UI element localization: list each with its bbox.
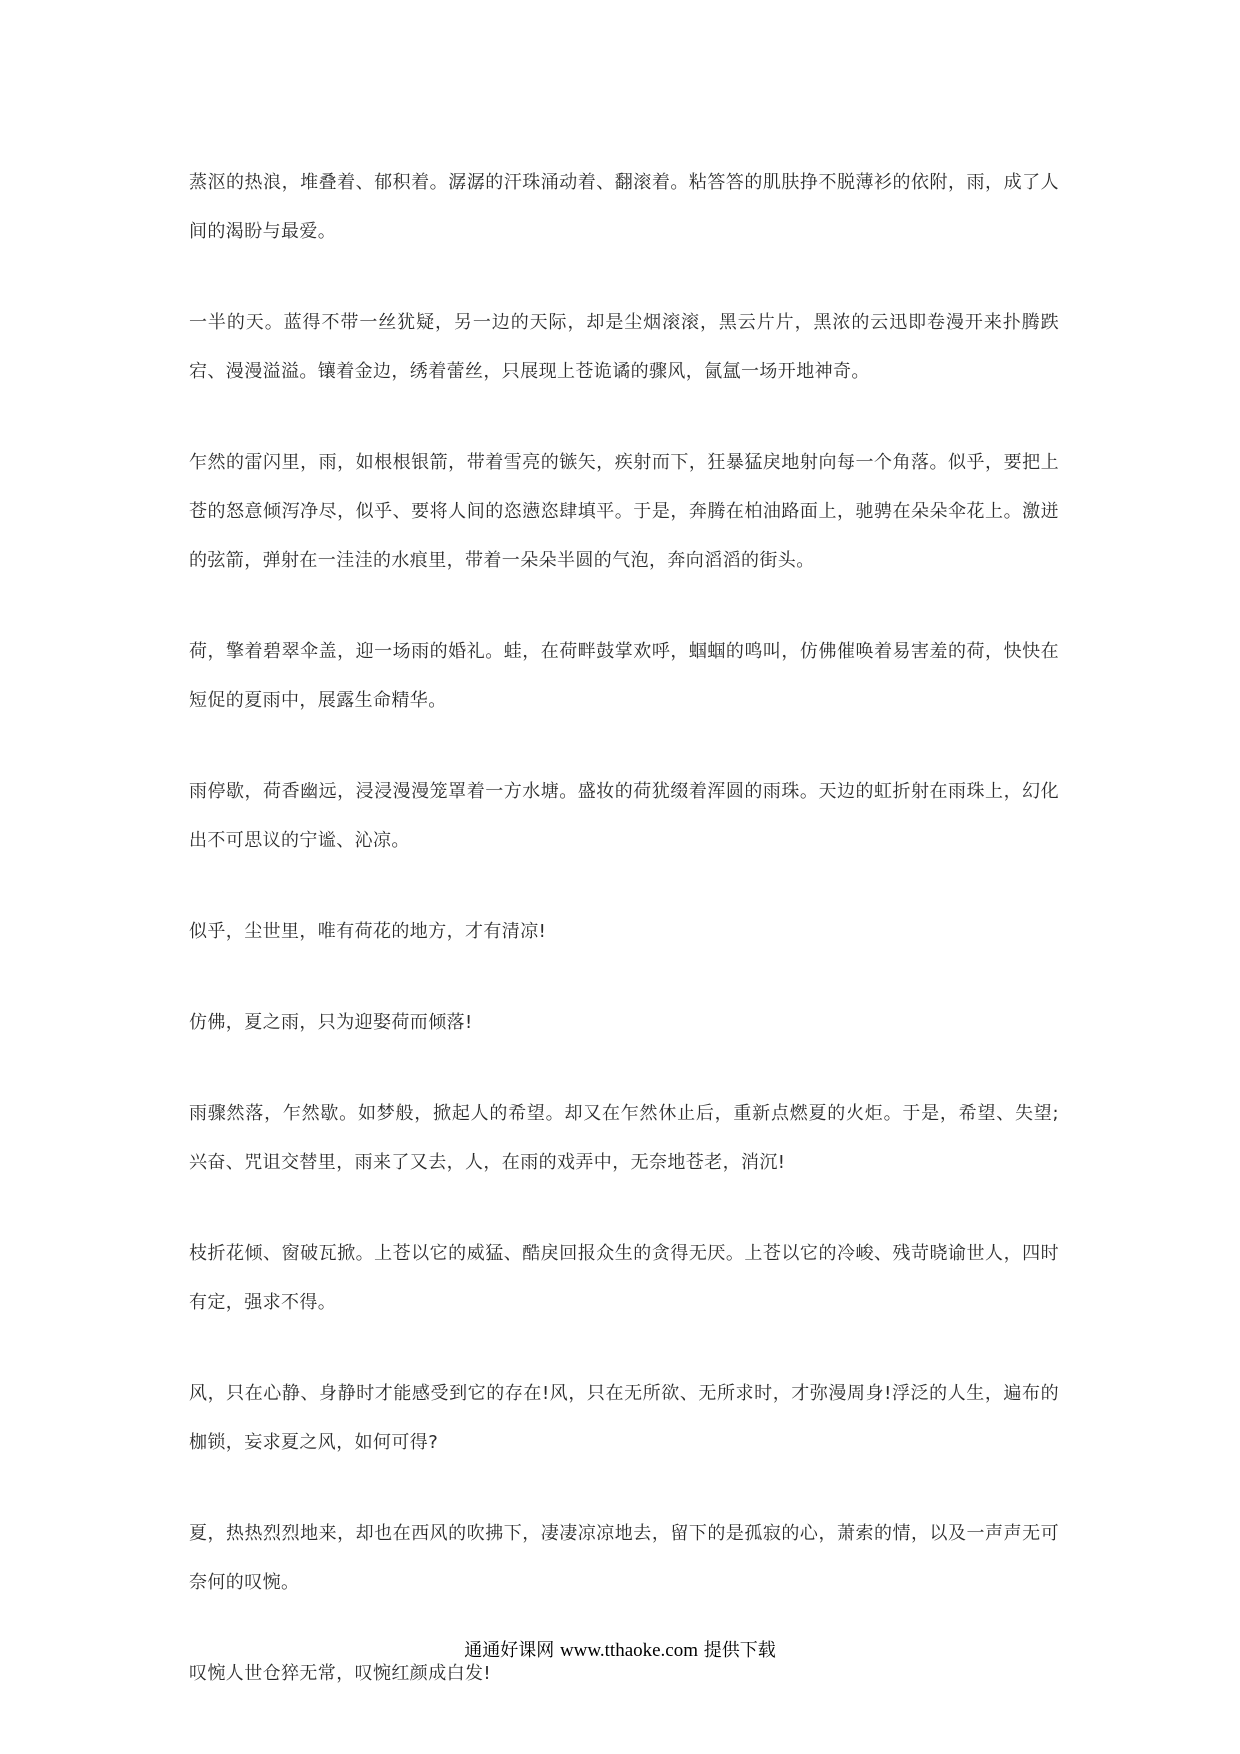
paragraph-6: 似乎，尘世里，唯有荷花的地方，才有清凉! <box>189 921 547 942</box>
page-footer <box>0 1638 1240 1664</box>
footer-site-link[interactable]: www.tthaoke.com <box>559 1640 699 1661</box>
paragraph-3: 乍然的雷闪里，雨，如根根银箭，带着雪亮的镞矢，疾射而下，狂暴猛戾地射向每一个角落。似乎，要把上苍的怒意倾泻净尽，似乎、要将人间的恣懑恣肆填平。于是，奔腾在柏油路面上，驰骋在朵朵伞花上。激迸的弦箭，弹射在一洼洼的水痕里，带着一朵朵半圆的气泡，奔向滔滔的街头。 <box>189 452 1059 571</box>
paragraph-5: 雨停歇，荷香幽远，浸浸漫漫笼罩着一方水塘。盛妆的荷犹缀着浑圆的雨珠。天边的虹折射在雨珠上，幻化出不可思议的宁谧、沁凉。 <box>189 781 1059 851</box>
paragraph-11: 夏，热热烈烈地来，却也在西风的吹拂下，凄凄凉凉地去，留下的是孤寂的心，萧索的情，以及一声声无可奈何的叹惋。 <box>189 1523 1059 1593</box>
essay-body <box>189 158 1059 1740</box>
footer-suffix: 提供下载 <box>703 1640 776 1661</box>
paragraph-2: 一半的天。蓝得不带一丝犹疑，另一边的天际，却是尘烟滚滚，黑云片片，黑浓的云迅即卷漫开来扑腾跌宕、漫漫溢溢。镶着金边，绣着蕾丝，只展现上苍诡谲的骤风，氤氲一场开地神奇。 <box>189 312 1059 382</box>
paragraph-4: 荷，擎着碧翠伞盖，迎一场雨的婚礼。蛙，在荷畔鼓掌欢呼，蝈蝈的鸣叫，仿佛催唤着易害羞的荷，快快在短促的夏雨中，展露生命精华。 <box>189 641 1059 711</box>
paragraph-9: 枝折花倾、窗破瓦掀。上苍以它的威猛、酷戾回报众生的贪得无厌。上苍以它的冷峻、残苛晓谕世人，四时有定，强求不得。 <box>189 1243 1059 1313</box>
paragraph-7: 仿佛，夏之雨，只为迎娶荷而倾落! <box>189 1012 473 1033</box>
paragraph-8: 雨骤然落，乍然歇。如梦般，掀起人的希望。却又在乍然休止后，重新点燃夏的火炬。于是，希望、失望;兴奋、咒诅交替里，雨来了又去，人，在雨的戏弄中，无奈地苍老，消沉! <box>189 1103 1059 1173</box>
paragraph-12: 叹惋人世仓猝无常，叹惋红颜成白发! <box>189 1663 492 1684</box>
paragraph-1: 蒸沤的热浪，堆叠着、郁积着。潺潺的汗珠涌动着、翻滚着。粘答答的肌肤挣不脱薄衫的依附，雨，成了人间的渴盼与最爱。 <box>189 172 1059 242</box>
paragraph-10: 风，只在心静、身静时才能感受到它的存在!风，只在无所欲、无所求时，才弥漫周身!浮泛的人生，遍布的枷锁，妄求夏之风，如何可得? <box>189 1383 1059 1453</box>
footer-name: 通通好课网 <box>464 1640 555 1661</box>
